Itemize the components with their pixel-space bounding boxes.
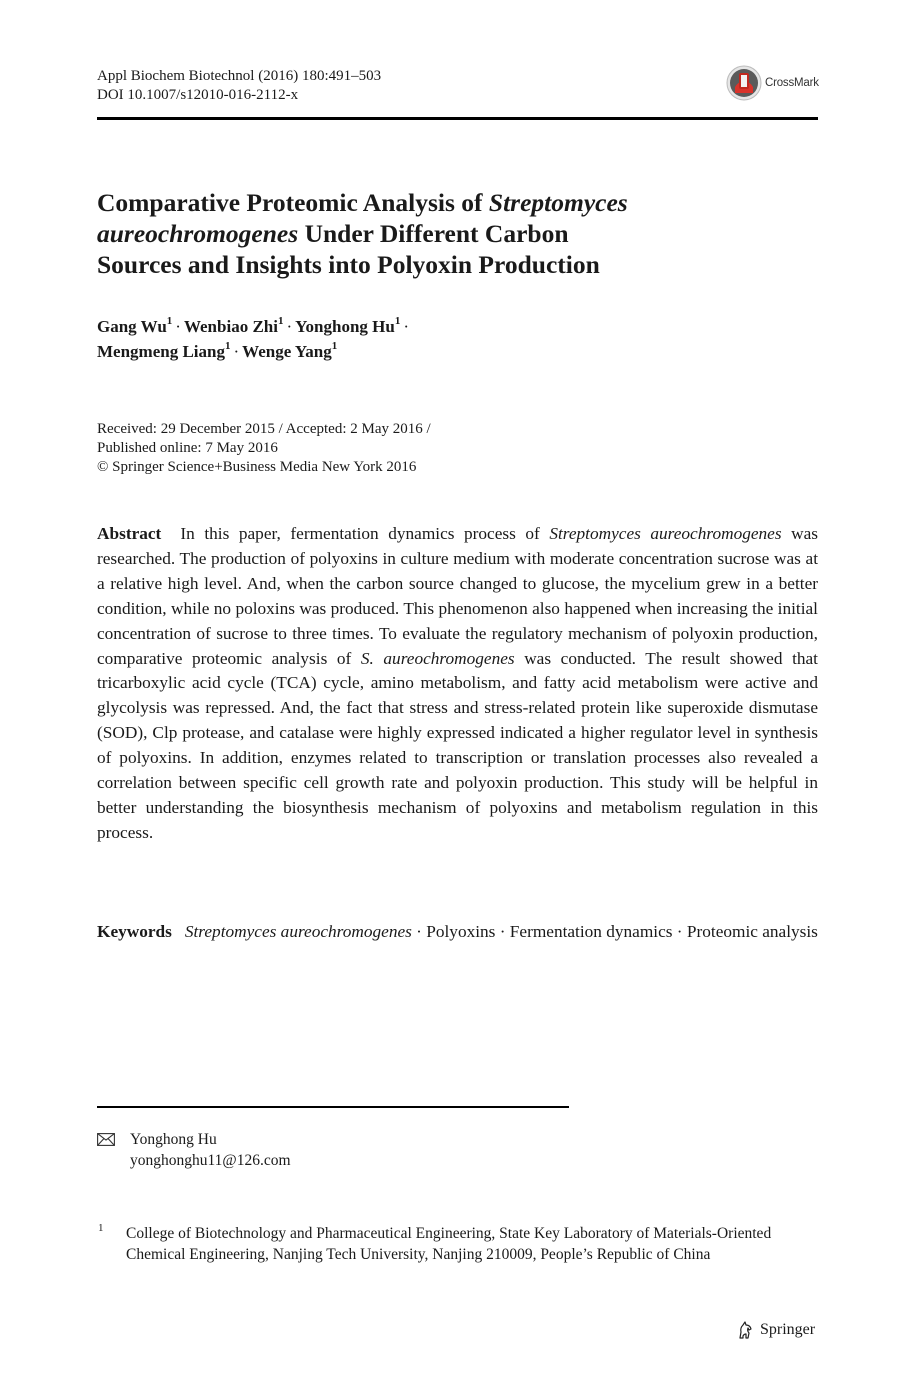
author-name[interactable]: Mengmeng Liang <box>97 342 225 361</box>
abstract-text-2: was researched. The production of polyoxins in culture medium with moderate concentration sucrose was at a relative high level. And, when the carbon source changed to glucose, the mycelium grew in a better condition, while no poloxins was produced. This phenomenon also happened when increasing the initial concentration of sucrose to three times. To evaluate the regulatory mechanism of polyoxin production, comparative proteomic analysis of <box>97 524 818 668</box>
keywords <box>97 920 818 945</box>
keywords-label: Keywords <box>97 922 172 941</box>
author-line-2 <box>97 339 697 364</box>
corresponding-author-email[interactable]: yonghonghu11@126.com <box>130 1152 291 1169</box>
footnote-rule <box>97 1106 569 1108</box>
abstract-label: Abstract <box>97 524 162 543</box>
abstract <box>97 522 818 846</box>
author-separator: · <box>175 317 181 336</box>
crossmark-label: CrossMark <box>765 77 819 89</box>
author-name[interactable]: Yonghong Hu <box>295 317 395 336</box>
published-online-line: Published online: 7 May 2016 <box>97 440 278 456</box>
publisher-name: Springer <box>760 1321 816 1338</box>
author-list <box>97 314 697 364</box>
title-genus: Streptomyces <box>488 188 628 217</box>
author-separator: · <box>403 317 409 336</box>
author-affil-mark: 1 <box>224 340 231 353</box>
author-affil-mark: 1 <box>277 315 284 328</box>
keyword-species: Streptomyces aureochromogenes <box>184 922 412 941</box>
header-rule <box>97 117 818 120</box>
keywords-rest: · Polyoxins · Fermentation dynamics · Proteomic analysis <box>411 922 818 941</box>
envelope-icon <box>97 1133 115 1146</box>
author-name[interactable]: Wenbiao Zhi <box>183 317 278 336</box>
copyright-line: © Springer Science+Business Media New York 2016 <box>97 459 417 475</box>
crossmark-badge[interactable] <box>726 64 826 102</box>
paper-title <box>97 187 697 280</box>
springer-horse-icon <box>736 1320 756 1340</box>
author-separator: · <box>286 317 293 336</box>
journal-reference: Appl Biochem Biotechnol (2016) 180:491–503 <box>97 68 382 84</box>
crossmark-icon <box>726 65 762 101</box>
affiliation-number: 1 <box>98 1222 104 1234</box>
abstract-text-3: was conducted. The result showed that tricarboxylic acid cycle (TCA) cycle, amino metabolism, and fatty acid metabolism were active and glycolysis was repressed. And, the fact that stress and stress-related protein like superoxide dismutase (SOD), Clp protease, and catalase were highly expressed indicated a higher regulator level in synthesis of polyoxins. In addition, enzymes related to transcription or translation processes also revealed a correlation between specific cell growth rate and polyoxin production. This study will be helpful in better understanding the biosynthesis mechanism of polyoxins and metabolism regulation in this process. <box>97 648 818 842</box>
author-affil-mark: 1 <box>394 315 401 328</box>
publication-dates <box>97 420 431 477</box>
doi[interactable]: DOI 10.1007/s12010-016-2112-x <box>97 87 299 103</box>
author-affil-mark: 1 <box>331 340 338 353</box>
title-part-5: Sources and Insights into Polyoxin Production <box>97 250 600 279</box>
author-name[interactable]: Wenge Yang <box>242 342 332 361</box>
author-affil-mark: 1 <box>166 315 173 328</box>
author-line-1 <box>97 314 697 339</box>
correspondence-details <box>130 1129 291 1171</box>
abstract-text-1: In this paper, fermentation dynamics process of <box>180 524 550 543</box>
author-name[interactable]: Gang Wu <box>97 317 167 336</box>
author-separator: · <box>233 342 240 361</box>
title-species: aureochromogenes <box>97 219 299 248</box>
abstract-species-1: Streptomyces aureochromogenes <box>549 524 782 543</box>
publisher-logo <box>736 1318 815 1342</box>
affiliation-text: College of Biotechnology and Pharmaceutical Engineering, State Key Laboratory of Materials-Oriented Chemical Engineering, Nanjing Tech University, Nanjing 210009, People’s Republic of China <box>126 1225 772 1263</box>
abstract-species-2: S. aureochromogenes <box>360 648 515 668</box>
received-accepted-line: Received: 29 December 2015 / Accepted: 2 May 2016 / <box>97 421 431 437</box>
corresponding-author-name: Yonghong Hu <box>130 1131 217 1148</box>
title-part-4: Under Different Carbon <box>298 219 569 248</box>
title-part-1: Comparative Proteomic Analysis of <box>97 188 489 217</box>
